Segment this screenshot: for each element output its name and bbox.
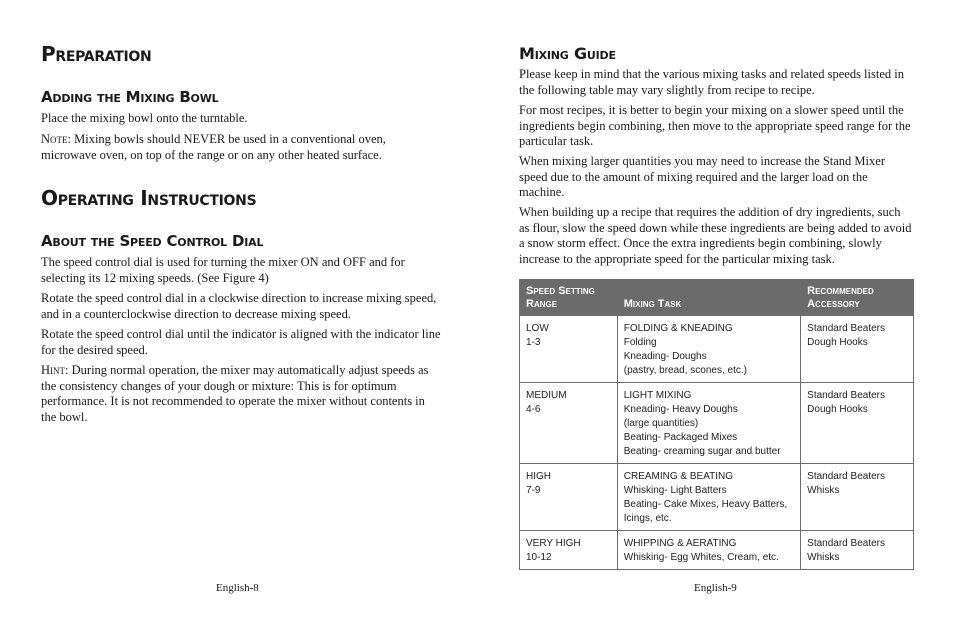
task-line: Folding [623, 337, 657, 348]
task-line: Beating- Cake Mixes, Heavy Batters, [623, 499, 788, 510]
header-accessory [801, 280, 914, 316]
accessory-cell [801, 383, 914, 464]
header-task-line1: Mixing Task [623, 298, 682, 310]
accessory-line: Dough Hooks [807, 404, 868, 415]
dial-intro-text: The speed control dial is used for turning the mixer ON and OFF and for selecting its 12 mixing speeds. (See Figure 4) [41, 255, 405, 285]
hint-text: During normal operation, the mixer may automatically adjust speeds as the consistency changes of your dough or mixture: This is for optimum performance. It is not recommended to operate the mixer without contents in the bowl. [41, 363, 429, 424]
header-speed [520, 280, 618, 316]
accessory-line: Whisks [807, 485, 840, 496]
header-speed-line2: Setting Range [526, 285, 595, 310]
right-page-number: English-9 [694, 582, 737, 594]
accessory-line: Whisks [807, 552, 840, 563]
task-line: Kneading- Doughs [623, 351, 707, 362]
speed-range: 4-6 [526, 404, 541, 415]
preparation-heading: Preparation [41, 42, 152, 66]
left-page-number: English-8 [216, 582, 259, 594]
task-cell [617, 316, 800, 383]
task-cell [617, 531, 800, 570]
speed-cell [520, 531, 618, 570]
note-paragraph [41, 132, 441, 163]
speed-cell [520, 464, 618, 531]
table-row [520, 383, 914, 464]
task-cell [617, 464, 800, 531]
rotate-direction-text: Rotate the speed control dial in a clockwise direction to increase mixing speed, and in a counterclockwise direction to decrease mixing speed. [41, 291, 437, 321]
table-row [520, 316, 914, 383]
speed-range: 1-3 [526, 337, 541, 348]
accessory-line: Standard Beaters [807, 323, 885, 334]
speed-name: MEDIUM [526, 390, 567, 401]
speed-cell [520, 316, 618, 383]
task-line: Beating- creaming sugar and butter [623, 446, 781, 457]
mixing-guide-table [519, 279, 914, 570]
accessory-line: Standard Beaters [807, 390, 885, 401]
task-line: LIGHT MIXING [623, 390, 692, 401]
mixing-guide-intro: Please keep in mind that the various mixing tasks and related speeds listed in the following table may vary slightly from recipe to recipe. [519, 67, 904, 97]
header-task [617, 280, 800, 316]
hint-label: Hint: [41, 363, 69, 377]
accessory-cell [801, 531, 914, 570]
task-line: Whisking- Egg Whites, Cream, etc. [623, 552, 779, 563]
operating-instructions-heading: Operating Instructions [41, 186, 257, 210]
task-line: Icings, etc. [623, 513, 672, 524]
table-row [520, 531, 914, 570]
task-line: Beating- Packaged Mixes [623, 432, 738, 443]
rotate-indicator-text: Rotate the speed control dial until the indicator is aligned with the indicator line for the desired speed. [41, 327, 441, 357]
place-bowl-text: Place the mixing bowl onto the turntable. [41, 111, 248, 125]
dry-ingredients-advice: When building up a recipe that requires the addition of dry ingredients, such as flour, slow the speed down while these ingredients are being added to avoid a snow storm effect. Once the extra ingredients begin combining, slowly increase to the appropriate speed for the particular mixing task. [519, 205, 912, 266]
speed-control-dial-heading: About the Speed Control Dial [41, 232, 264, 250]
larger-quantities-advice: When mixing larger quantities you may need to increase the Stand Mixer speed due to the amount of mixing required and the larger load on the machine. [519, 154, 885, 199]
speed-name: HIGH [526, 471, 551, 482]
header-accessory-line2: Accessory [807, 298, 860, 310]
task-line: WHIPPING & AERATING [623, 538, 737, 549]
speed-range: 7-9 [526, 485, 541, 496]
speed-range: 10-12 [526, 552, 552, 563]
header-accessory-line1: Recommended [807, 285, 874, 297]
adding-mixing-bowl-heading: Adding the Mixing Bowl [41, 88, 219, 106]
accessory-cell [801, 464, 914, 531]
task-cell [617, 383, 800, 464]
task-line: CREAMING & BEATING [623, 471, 734, 482]
accessory-cell [801, 316, 914, 383]
header-speed-line1: Speed [526, 285, 556, 297]
task-line: Whisking- Light Batters [623, 485, 727, 496]
task-line: FOLDING & KNEADING [623, 323, 733, 334]
accessory-line: Standard Beaters [807, 538, 885, 549]
table-header-row [520, 280, 914, 316]
speed-name: VERY HIGH [526, 538, 581, 549]
task-line: Kneading- Heavy Doughs [623, 404, 738, 415]
speed-name: LOW [526, 323, 549, 334]
task-line: (large quantities) [623, 418, 699, 429]
accessory-line: Dough Hooks [807, 337, 868, 348]
note-text: Mixing bowls should NEVER be used in a conventional oven, microwave oven, on top of the range or on any other heated surface. [41, 132, 386, 162]
accessory-line: Standard Beaters [807, 471, 885, 482]
hint-paragraph [41, 363, 441, 425]
task-line: (pastry, bread, scones, etc.) [623, 365, 747, 376]
table-row [520, 464, 914, 531]
mixing-guide-heading: Mixing Guide [519, 44, 616, 63]
speed-cell [520, 383, 618, 464]
note-label: Note: [41, 132, 71, 146]
slow-speed-advice: For most recipes, it is better to begin your mixing on a slower speed until the ingredients begin combining, then move to the appropriate speed range for the particular task. [519, 103, 911, 148]
